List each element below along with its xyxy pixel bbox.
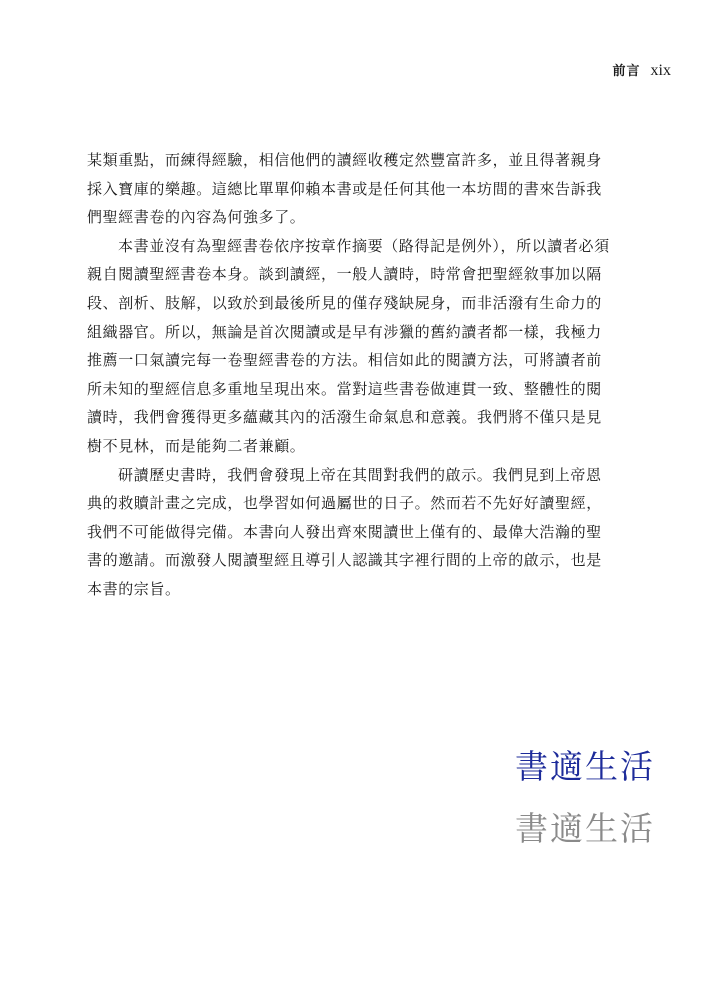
text-line: 典的救贖計畫之完成，也學習如何過屬世的日子。然而若不先好好讀聖經， — [87, 494, 602, 513]
text-line: 採入寶庫的樂趣。這總比單單仰賴本書或是任何其他一本坊間的書來告訴我 — [87, 179, 602, 198]
text-line: 書的邀請。而激發人閱讀聖經且導引人認識其字裡行間的上帝的啟示，也是 — [87, 551, 602, 570]
section-title: 前言 — [612, 64, 641, 79]
body-text — [87, 146, 632, 604]
page-number: xix — [650, 62, 671, 79]
text-line: 本書的宗旨。 — [87, 579, 181, 598]
text-line: 本書並沒有為聖經書卷依序按章作摘要（路得記是例外），所以讀者必須 — [118, 236, 610, 255]
text-line: 們聖經書卷的內容為何強多了。 — [87, 208, 306, 227]
text-line: 某類重點，而練得經驗，相信他們的讀經收穫定然豐富許多，並且得著親身 — [87, 151, 602, 169]
text-line: 段、剖析、肢解，以致於到最後所見的僅存殘缺屍身，而非活潑有生命力的 — [87, 293, 602, 312]
text-line: 我們不可能做得完備。本書向人發出齊來閱讀世上僅有的、最偉大浩瀚的聖 — [87, 522, 602, 541]
text-line: 研讀歷史書時，我們會發現上帝在其間對我們的啟示。我們見到上帝恩 — [118, 465, 602, 484]
text-line: 所未知的聖經信息多重地呈現出來。當對這些書卷做連貫一致、整體性的閱 — [87, 379, 602, 398]
text-line: 讀時，我們會獲得更多蘊藏其內的活潑生命氣息和意義。我們將不僅只是見 — [87, 408, 602, 427]
watermark-secondary: 書適生活 — [515, 809, 655, 848]
watermark-primary: 書適生活 — [515, 747, 655, 786]
running-header — [613, 60, 671, 80]
text-line: 親自閱讀聖經書卷本身。談到讀經，一般人讀時，時常會把聖經敘事加以隔 — [87, 265, 602, 284]
text-line: 組織器官。所以，無論是首次閱讀或是早有涉獵的舊約讀者都一樣，我極力 — [87, 322, 602, 341]
text-line: 樹不見林，而是能夠二者兼顧。 — [87, 436, 306, 455]
text-line: 推薦一口氣讀完每一卷聖經書卷的方法。相信如此的閱讀方法，可將讀者前 — [87, 351, 602, 370]
